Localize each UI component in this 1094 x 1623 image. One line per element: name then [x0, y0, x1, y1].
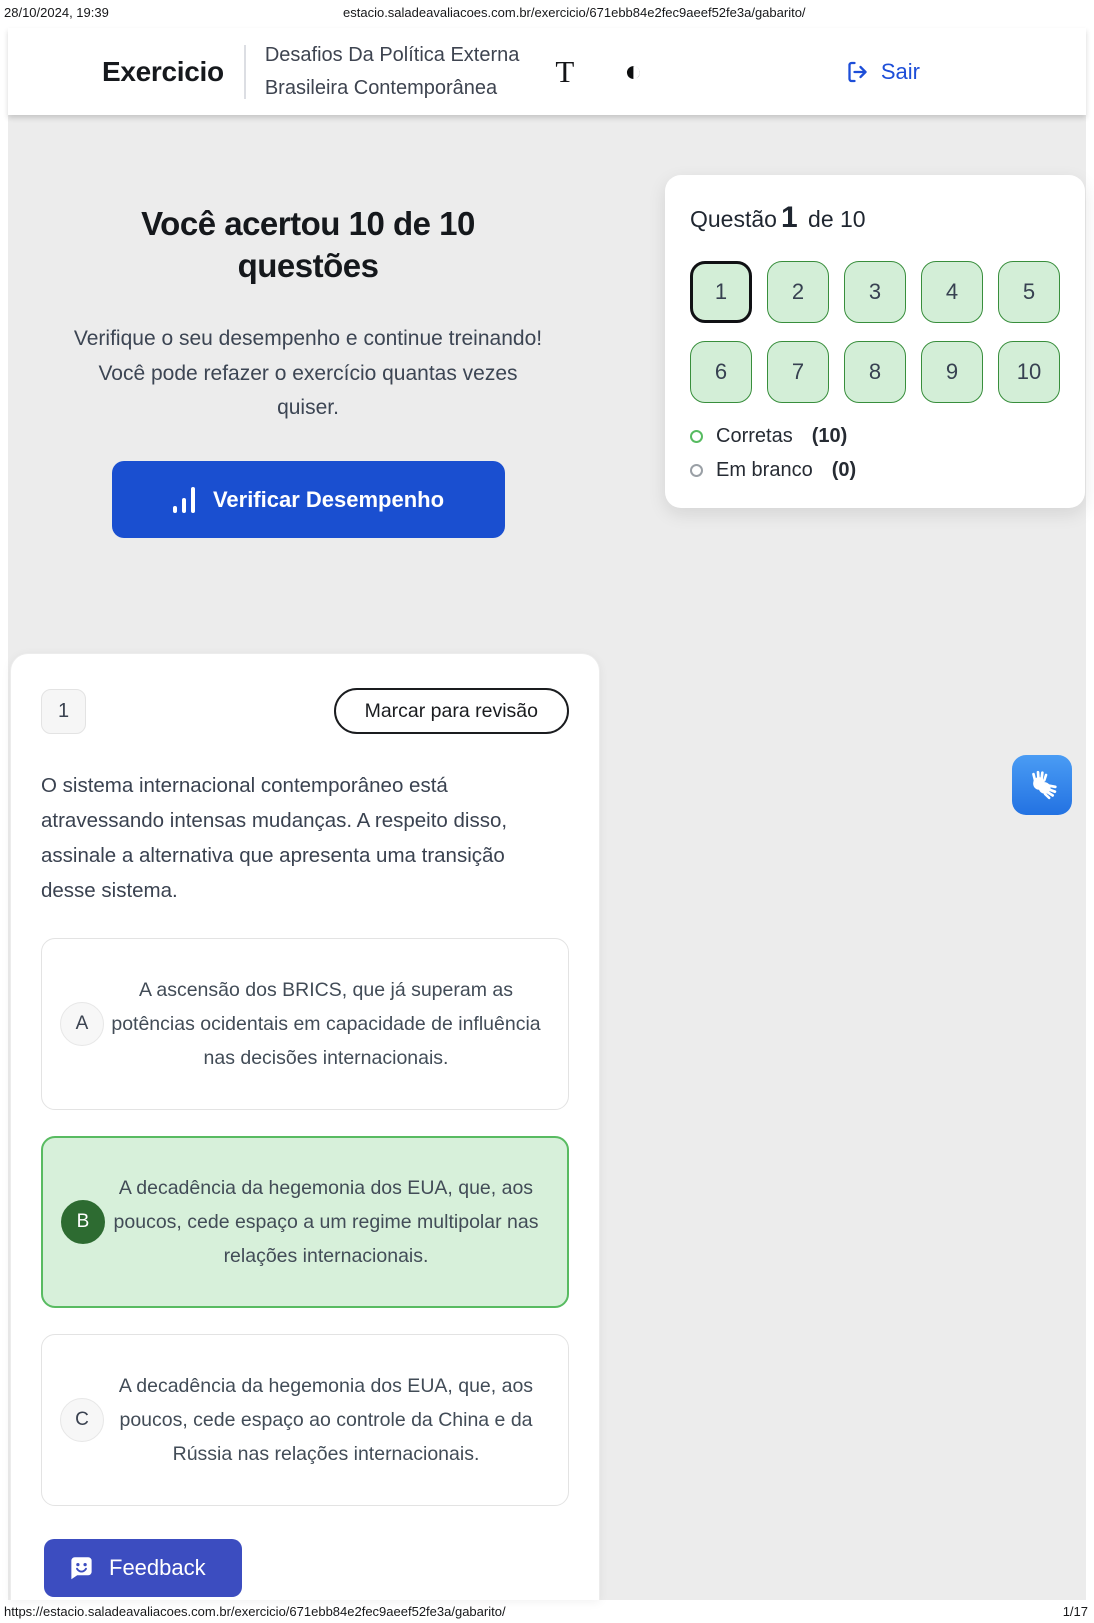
- question-nav-button-1[interactable]: 1: [690, 261, 752, 323]
- libras-accessibility-button[interactable]: [1012, 755, 1072, 815]
- option-c[interactable]: [41, 1334, 569, 1506]
- option-a-text: A ascensão dos BRICS, que já superam as potências ocidentais em capacidade de influência nas decisões internacionais.: [111, 979, 541, 1069]
- verify-performance-label: Verificar Desempenho: [212, 486, 445, 512]
- legend-correct-count: (10): [811, 425, 848, 447]
- legend-blank-label: Em branco: [716, 459, 813, 481]
- app-header: [8, 28, 1086, 115]
- navigator-current-question: 1: [780, 201, 798, 234]
- legend-blank: [690, 459, 1060, 482]
- correct-dot-icon: [690, 430, 703, 443]
- question-navigator-card: [665, 175, 1085, 508]
- question-number-grid: [690, 261, 1060, 403]
- question-nav-button-3[interactable]: 3: [844, 261, 906, 323]
- header-divider: [244, 45, 246, 99]
- question-nav-button-5[interactable]: 5: [998, 261, 1060, 323]
- option-a-badge: A: [60, 1002, 104, 1046]
- option-b-correct[interactable]: [41, 1136, 569, 1308]
- option-b-text: A decadência da hegemonia dos EUA, que, aos poucos, cede espaço a um regime multipolar nas relações internacionais.: [113, 1177, 539, 1267]
- options-list: [41, 938, 569, 1506]
- feedback-button[interactable]: [44, 1539, 242, 1597]
- results-heading: [38, 203, 578, 287]
- question-nav-button-2[interactable]: 2: [767, 261, 829, 323]
- results-description: Verifique o seu desempenho e continue treinando! Você pode refazer o exercício quantas vezes quiser.: [73, 327, 543, 419]
- sign-language-hands-icon: [1023, 766, 1061, 804]
- question-nav-button-7[interactable]: 7: [767, 341, 829, 403]
- mark-for-review-button[interactable]: Marcar para revisão: [334, 688, 569, 734]
- bar-chart-icon: [173, 487, 195, 513]
- question-nav-button-8[interactable]: 8: [844, 341, 906, 403]
- logout-label: Sair: [880, 58, 920, 84]
- font-size-icon[interactable]: T: [555, 53, 575, 89]
- question-nav-button-10[interactable]: 10: [998, 341, 1060, 403]
- question-card: [10, 653, 600, 1600]
- page-title: Exercicio: [102, 55, 224, 87]
- option-b-badge: B: [61, 1200, 105, 1244]
- question-text: O sistema internacional contemporâneo está atravessando intensas mudanças. A respeito disso, assinale a alternativa que apresenta uma transição desse sistema.: [41, 774, 508, 902]
- verify-performance-button[interactable]: [112, 461, 505, 538]
- option-c-badge: C: [60, 1398, 104, 1442]
- question-nav-button-9[interactable]: 9: [921, 341, 983, 403]
- navigator-title: [690, 201, 1060, 235]
- navigator-title-suffix: de 10: [801, 206, 866, 232]
- print-header-url: estacio.saladeavaliacoes.com.br/exercicio/671ebb84e2fec9aeef52fe3a/gabarito/: [343, 5, 806, 20]
- question-nav-button-4[interactable]: 4: [921, 261, 983, 323]
- print-page-indicator: 1/17: [1062, 1604, 1088, 1619]
- smiley-speech-bubble-icon: [68, 1555, 95, 1582]
- results-heading-line2: questões: [237, 247, 379, 284]
- print-datetime: 28/10/2024, 19:39: [4, 5, 109, 20]
- option-c-text: A decadência da hegemonia dos EUA, que, aos poucos, cede espaço ao controle da China e da Rússia nas relações internacionais.: [118, 1375, 534, 1465]
- legend-correct-label: Corretas: [716, 425, 793, 447]
- print-footer-url: https://estacio.saladeavaliacoes.com.br/exercicio/671ebb84e2fec9aeef52fe3a/gabarito/: [4, 1604, 506, 1619]
- navigator-legend: [690, 425, 1060, 482]
- blank-dot-icon: [690, 464, 703, 477]
- logout-button[interactable]: [845, 59, 920, 85]
- course-title-line1: Desafios Da Política Externa: [264, 43, 520, 66]
- logout-icon: [845, 60, 870, 84]
- legend-blank-count: (0): [831, 459, 857, 481]
- question-nav-button-6[interactable]: 6: [690, 341, 752, 403]
- results-heading-line1: Você acertou 10 de 10: [141, 205, 475, 242]
- contrast-icon[interactable]: ◐: [624, 54, 643, 88]
- course-title-line2: Brasileira Contemporânea: [264, 76, 498, 99]
- navigator-title-prefix: Questão: [690, 206, 777, 232]
- question-card-header: [41, 688, 569, 734]
- course-title: [265, 39, 520, 105]
- legend-correct: [690, 425, 1060, 448]
- feedback-label: Feedback: [109, 1555, 206, 1580]
- question-number-badge: 1: [41, 689, 86, 734]
- option-a[interactable]: [41, 938, 569, 1110]
